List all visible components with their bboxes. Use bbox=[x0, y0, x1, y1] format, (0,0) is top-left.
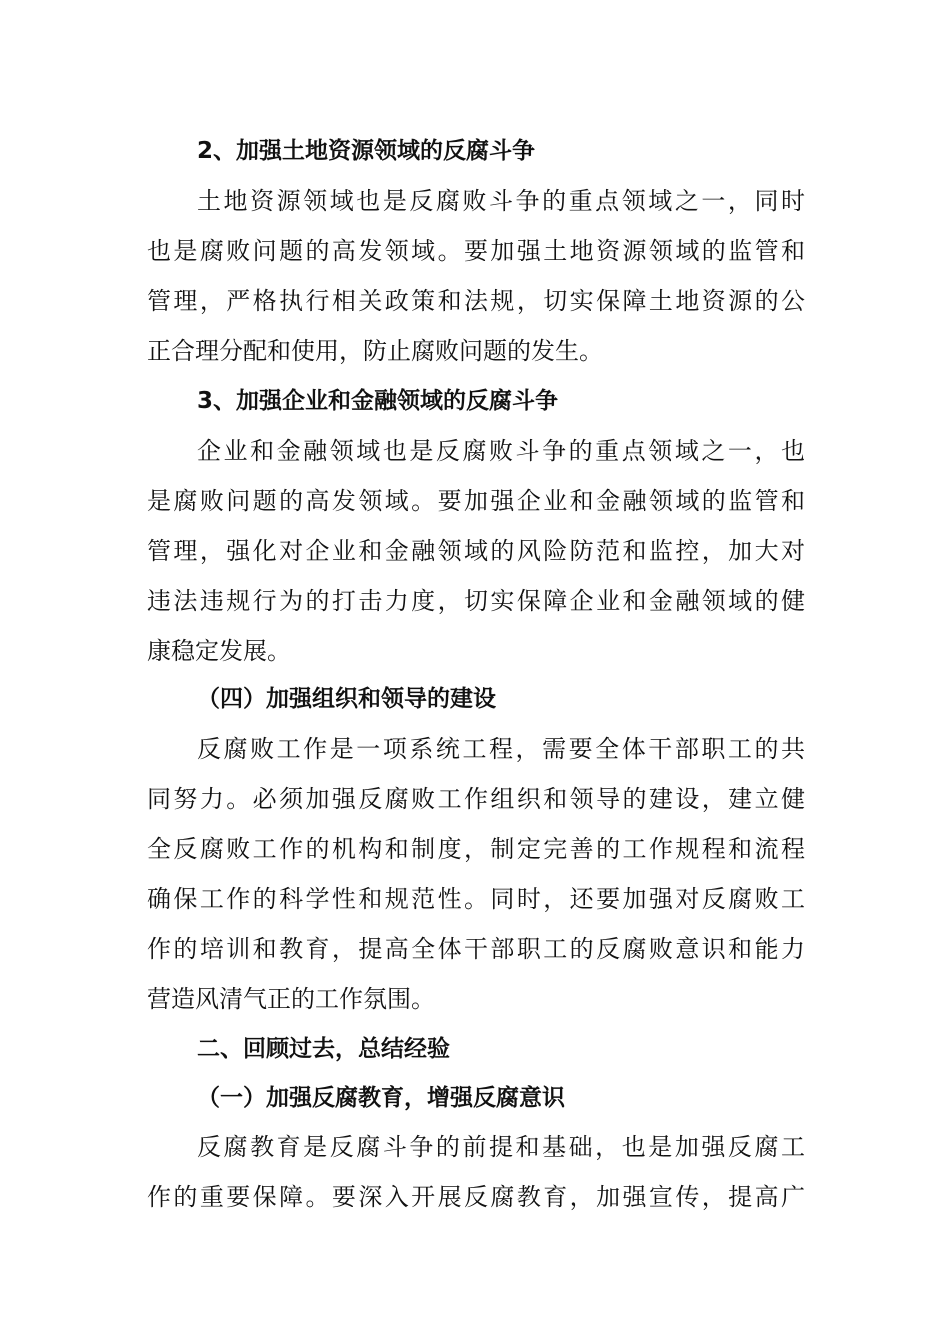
paragraph-line: 也是腐败问题的高发领域。要加强土地资源领域的监管和 bbox=[147, 237, 805, 265]
paragraph-line: 管理，强化对企业和金融领域的风险防范和监控，加大对 bbox=[147, 537, 805, 565]
paragraph-line: 是腐败问题的高发领域。要加强企业和金融领域的监管和 bbox=[147, 487, 805, 515]
section-heading: （四）加强组织和领导的建设 bbox=[197, 686, 496, 712]
paragraph-line: 正合理分配和使用，防止腐败问题的发生。 bbox=[147, 337, 603, 365]
paragraph-line: 反腐败工作是一项系统工程，需要全体干部职工的共 bbox=[197, 735, 805, 763]
paragraph-line: 反腐教育是反腐斗争的前提和基础，也是加强反腐工 bbox=[197, 1133, 805, 1161]
paragraph-line: 作的培训和教育，提高全体干部职工的反腐败意识和能力 bbox=[147, 935, 805, 963]
paragraph-line: 作的重要保障。要深入开展反腐教育，加强宣传，提高广 bbox=[147, 1183, 805, 1211]
paragraph-line: 康稳定发展。 bbox=[147, 637, 291, 665]
section-heading: 3、加强企业和金融领域的反腐斗争 bbox=[197, 388, 559, 414]
paragraph-line: 确保工作的科学性和规范性。同时，还要加强对反腐败工 bbox=[147, 885, 805, 913]
paragraph-line: 全反腐败工作的机构和制度，制定完善的工作规程和流程 bbox=[147, 835, 805, 863]
section-heading: （一）加强反腐教育，增强反腐意识 bbox=[197, 1085, 565, 1111]
paragraph-line: 营造风清气正的工作氛围。 bbox=[147, 985, 435, 1013]
paragraph-line: 同努力。必须加强反腐败工作组织和领导的建设，建立健 bbox=[147, 785, 805, 813]
paragraph-line: 企业和金融领域也是反腐败斗争的重点领域之一，也 bbox=[197, 437, 805, 465]
paragraph-line: 违法违规行为的打击力度，切实保障企业和金融领域的健 bbox=[147, 587, 805, 615]
section-heading: 二、回顾过去，总结经验 bbox=[197, 1036, 450, 1062]
paragraph-line: 管理，严格执行相关政策和法规，切实保障土地资源的公 bbox=[147, 287, 805, 315]
paragraph-line: 土地资源领域也是反腐败斗争的重点领域之一，同时 bbox=[197, 187, 805, 215]
section-heading: 2、加强土地资源领域的反腐斗争 bbox=[197, 138, 536, 164]
